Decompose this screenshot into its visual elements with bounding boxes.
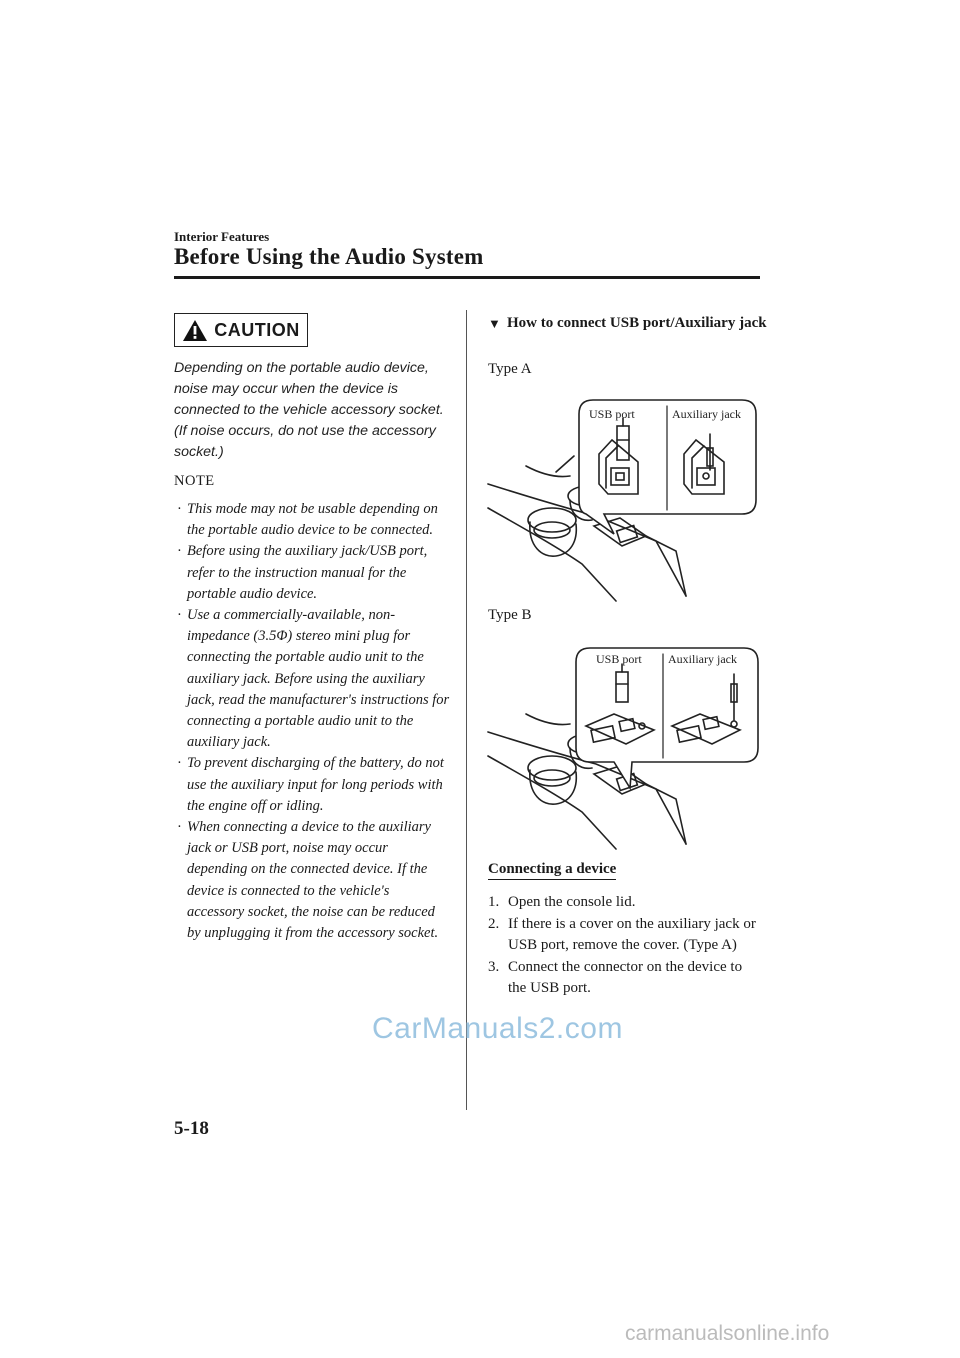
triangle-marker-icon: ▼ [488,316,501,331]
note-item: · This mode may not be usable depending on the portable audio device to be connected. [177,501,438,539]
note-item: · To prevent discharging of the battery, do not use the auxiliary input for long periods with the engine off or idling. [177,755,444,814]
figure-type-a [486,396,764,606]
howto-heading: ▼ How to connect USB port/Auxiliary jack [488,313,768,334]
watermark-logo: CarManuals2.com [372,1012,623,1045]
type-a-label: Type A [488,361,532,377]
step-item: 2. If there is a cover on the auxiliary jack or USB port, remove the cover. (Type A) [488,915,756,953]
caution-badge [174,313,308,347]
title-rule [174,276,760,279]
footer-watermark: carmanualsonline.info [625,1322,830,1345]
step-item: 1. Open the console lid. [488,894,636,910]
note-item: · Before using the auxiliary jack/USB port, refer to the instruction manual for the portable audio device. [177,543,428,602]
note-title: NOTE [174,473,215,489]
steps-list [488,892,763,1000]
note-item: · Use a commercially-available, non-impedance (3.5Φ) stereo mini plug for connecting the portable audio unit to the auxiliary jack. Before using the auxiliary jack, read the manufacturer's instructions for connecting a portable audio unit to the auxiliary jack. [177,607,450,751]
type-b-label: Type B [488,607,532,623]
caution-label: CAUTION [214,319,300,340]
note-item: · When connecting a device to the auxiliary jack or USB port, noise may occur depending on the connected device. If the device is connected to the vehicle's accessory socket, the noise can be reduced by unplugging it from the accessory socket. [177,819,439,942]
figure-b-aux-label: Auxiliary jack [668,652,737,666]
page-title: Before Using the Audio System [174,244,484,269]
column-divider [466,310,467,1110]
warning-icon [182,319,208,342]
figure-type-b [486,644,764,854]
figure-a-usb-label: USB port [589,407,635,421]
note-list [175,499,450,944]
step-item: 3. Connect the connector on the device to the USB port. [488,958,743,996]
caution-text: Depending on the portable audio device, noise may occur when the device is connected to the vehicle accessory socket. (If noise occurs, do not use the accessory socket.) [174,360,444,460]
figure-a-aux-label: Auxiliary jack [672,407,741,421]
connecting-heading: Connecting a device [488,861,616,880]
figure-b-usb-label: USB port [596,652,642,666]
section-label: Interior Features [174,229,270,244]
page-number: 5-18 [174,1118,209,1139]
